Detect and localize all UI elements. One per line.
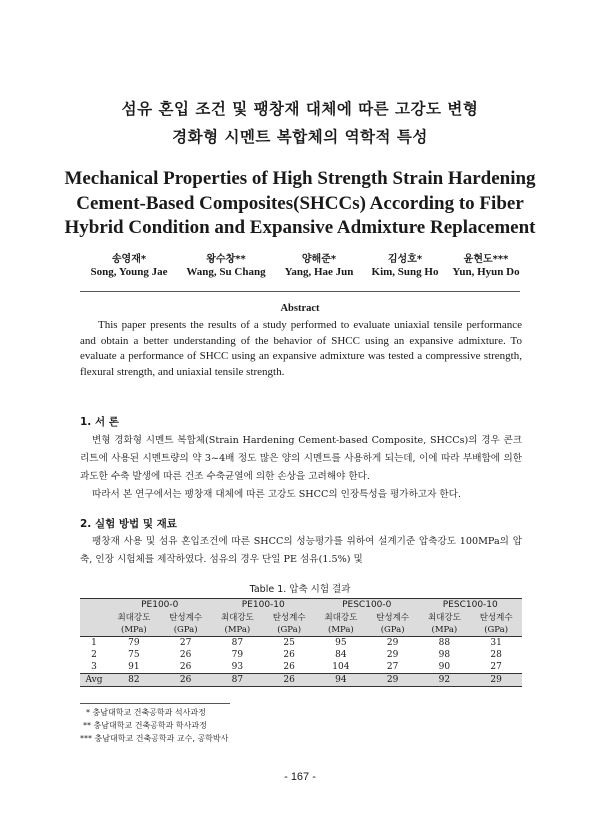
korean-title-line-1: 섬유 혼입 조건 및 팽창재 대체에 따른 고강도 변형 <box>121 100 479 118</box>
table-cell: 27 <box>490 661 502 672</box>
table-row <box>80 636 522 649</box>
table-cell: 87 <box>212 673 264 686</box>
author-name-ko: 송영재* <box>111 254 147 265</box>
author-name-ko: 윤현도*** <box>463 254 509 265</box>
table-group-header: PE100-0 <box>108 599 212 612</box>
author-1 <box>74 250 184 278</box>
author-5 <box>431 250 541 278</box>
table-subheader: 탄성계수 <box>367 612 419 624</box>
table-unit: (GPa) <box>367 624 419 637</box>
table-row <box>80 661 522 674</box>
table-header-cell <box>80 599 108 612</box>
table-unit: (MPa) <box>419 624 471 637</box>
table-cell: 94 <box>315 673 367 686</box>
table-cell: 98 <box>438 649 451 660</box>
table-subheader-row <box>80 612 522 624</box>
table-cell: 31 <box>490 637 502 648</box>
table-unit: (MPa) <box>315 624 367 637</box>
section-heading-introduction: 1. 서 론 <box>80 416 119 428</box>
author-name-ko: 양해준* <box>301 254 337 265</box>
section-body-methods <box>80 533 522 569</box>
table-header-cell <box>80 612 108 624</box>
table-cell: 29 <box>367 673 419 686</box>
table-group-header: PESC100-10 <box>419 599 523 612</box>
table-row-label: 1 <box>91 637 97 648</box>
table-cell: 91 <box>128 661 140 672</box>
author-name-en: Yun, Hyun Do <box>452 266 520 278</box>
table-subheader: 최대강도 <box>212 612 264 624</box>
table-cell: 29 <box>386 637 399 648</box>
table-cell: 25 <box>283 637 295 648</box>
paragraph: 따라서 본 연구에서는 팽창재 대체에 따른 고강도 SHCC의 인장특성을 평가하고자 한다. <box>92 489 461 500</box>
table-unit-row <box>80 624 522 637</box>
korean-title-line-2: 경화형 시멘트 복합체의 역학적 특성 <box>172 128 428 146</box>
table-cell: 84 <box>335 649 347 660</box>
table-unit: (GPa) <box>263 624 315 637</box>
table-subheader: 최대강도 <box>315 612 367 624</box>
section-heading-methods: 2. 실험 방법 및 재료 <box>80 518 177 530</box>
table-subheader: 최대강도 <box>108 612 160 624</box>
table-group-header: PESC100-0 <box>315 599 419 612</box>
table-cell: 82 <box>108 673 160 686</box>
author-name-en: Kim, Sung Ho <box>371 266 439 278</box>
table-group-header-row <box>80 599 522 612</box>
table-cell: 27 <box>386 661 399 672</box>
table-cell: 26 <box>179 649 192 660</box>
table-cell: 95 <box>335 637 347 648</box>
table-cell: 79 <box>128 637 140 648</box>
table-cell: 92 <box>419 673 471 686</box>
table-row-label: Avg <box>80 673 108 686</box>
author-name-en: Song, Young Jae <box>90 266 168 278</box>
table-cell: 88 <box>438 637 451 648</box>
author-name-en: Wang, Su Chang <box>186 266 266 278</box>
table-unit: (MPa) <box>212 624 264 637</box>
table-subheader: 탄성계수 <box>470 612 522 624</box>
table-group-header: PE100-10 <box>212 599 316 612</box>
table-cell: 87 <box>231 637 244 648</box>
table-cell: 26 <box>283 649 295 660</box>
page-number: - 167 - <box>284 771 316 783</box>
author-name-en: Yang, Hae Jun <box>284 266 354 278</box>
footnote: ** 충남대학교 건축공학과 학사과정 <box>83 721 207 730</box>
table-unit: (GPa) <box>160 624 212 637</box>
table-cell: 27 <box>179 637 192 648</box>
table-subheader: 최대강도 <box>419 612 471 624</box>
compression-results-table <box>80 598 522 687</box>
table-unit: (MPa) <box>108 624 160 637</box>
english-title-line-2: Cement-Based Composites(SHCCs) According to Fiber <box>76 193 524 214</box>
table-row <box>80 673 522 686</box>
table-cell: 26 <box>160 673 212 686</box>
table-cell: 26 <box>283 661 295 672</box>
footnote: * 충남대학교 건축공학과 석사과정 <box>86 708 206 717</box>
table-row-label: 2 <box>91 649 97 660</box>
footnote: *** 충남대학교 건축공학과 교수, 공학박사 <box>80 734 229 743</box>
table-cell: 26 <box>263 673 315 686</box>
table-cell: 93 <box>231 661 244 672</box>
table-subheader: 탄성계수 <box>160 612 212 624</box>
author-list <box>0 250 600 284</box>
table-subheader: 탄성계수 <box>263 612 315 624</box>
table-cell: 90 <box>438 661 451 672</box>
english-title-line-1: Mechanical Properties of High Strength Strain Hardening <box>64 168 536 189</box>
table-cell: 28 <box>490 649 502 660</box>
table-unit: (GPa) <box>470 624 522 637</box>
header-divider <box>80 291 520 292</box>
abstract-text: This paper presents the results of a study performed to evaluate uniaxial tensile performance and obtain a better understanding of the behavior of SHCC using an expansive admixture. To evaluate a performance of SHCC using an expansive admixture was tested a compressive strength, flexural strength, and uniaxial tensile strength. <box>80 319 522 378</box>
table-cell: 26 <box>179 661 192 672</box>
footnote-divider <box>80 703 230 704</box>
paragraph: 팽창재 사용 및 섬유 혼입조건에 따른 SHCC의 성능평가를 위하여 설계기준 압축강도 100MPa의 압축, 인장 시험체를 제작하였다. 섬유의 경우 단일 PE 섬유(1.5%) 및 <box>80 536 522 565</box>
table-row-label: 3 <box>91 661 97 672</box>
table-cell: 75 <box>128 649 140 660</box>
author-name-ko: 왕수창** <box>206 254 246 265</box>
table-cell: 104 <box>332 661 350 672</box>
abstract-body <box>80 318 522 380</box>
abstract-heading: Abstract <box>280 303 320 314</box>
footnotes <box>80 706 380 745</box>
section-body-introduction <box>80 432 522 504</box>
english-title-line-3: Hybrid Condition and Expansive Admixture Replacement <box>64 217 536 238</box>
paragraph: 변형 경화형 시멘트 복합체(Strain Hardening Cement-based Composite, SHCCs)의 경우 콘크리트에 사용된 시멘트량의 약 3~4배 정도 많은 양의 시멘트를 사용하게 되는데, 이에 따라 부배합에 의한 과도한 수축 발생에 따른 건조 수축균열에 의한 손상을 고려해야 한다. <box>80 435 522 482</box>
table-cell: 79 <box>231 649 244 660</box>
table-cell: 29 <box>386 649 399 660</box>
author-name-ko: 김성호* <box>387 254 423 265</box>
table-row <box>80 649 522 661</box>
table-caption: Table 1. 압축 시험 결과 <box>249 584 351 595</box>
table-cell: 29 <box>470 673 522 686</box>
table-header-cell <box>80 624 108 637</box>
